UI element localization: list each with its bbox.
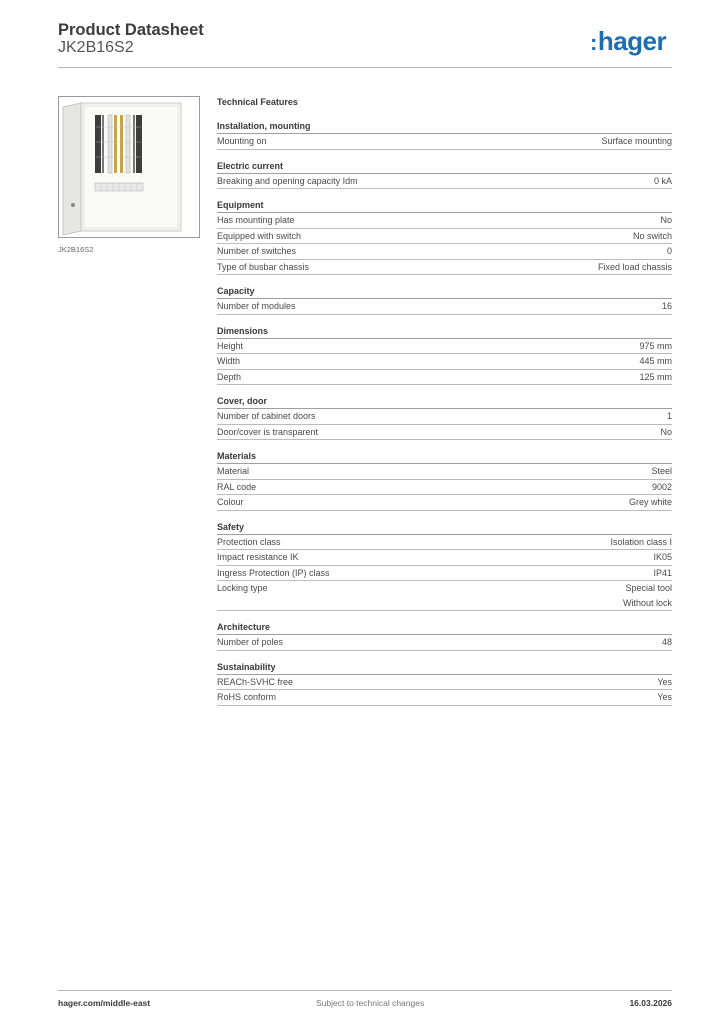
- spec-value: [639, 370, 672, 385]
- spec-value-text: Yes: [657, 692, 672, 702]
- spec-section: [217, 660, 672, 706]
- spec-label: Number of modules: [217, 301, 296, 311]
- spec-value-text: 1: [666, 411, 672, 421]
- spec-section-title: Dimensions: [217, 324, 672, 339]
- spec-label: Number of cabinet doors: [217, 411, 316, 421]
- spec-value: [660, 425, 672, 440]
- spec-section: [217, 198, 672, 275]
- spec-value: [598, 260, 672, 275]
- hager-logo: [590, 28, 666, 54]
- spec-value: [601, 134, 672, 149]
- footer-date: 16.03.2026: [629, 998, 672, 1008]
- spec-row: [217, 260, 672, 276]
- technical-features-heading: Technical Features: [217, 97, 298, 107]
- spec-row: [217, 213, 672, 229]
- spec-row: [217, 566, 672, 582]
- spec-value-text: No: [660, 215, 672, 225]
- spec-row: [217, 464, 672, 480]
- spec-value-text: 48: [661, 637, 672, 647]
- spec-value: [610, 535, 672, 550]
- spec-value: [657, 675, 672, 690]
- spec-row: [217, 370, 672, 386]
- footer-notice: Subject to technical changes: [316, 998, 425, 1008]
- spec-value: [662, 299, 672, 314]
- spec-section: [217, 324, 672, 386]
- spec-label: Impact resistance IK: [217, 552, 299, 562]
- spec-value-text: Grey white: [628, 497, 672, 507]
- spec-label: RoHS conform: [217, 692, 277, 702]
- spec-section-title: Electric current: [217, 159, 672, 174]
- distribution-board-illustration: [59, 97, 199, 237]
- spec-section-title: Capacity: [217, 284, 672, 299]
- spec-row: [217, 635, 672, 651]
- page-title: Product Datasheet: [58, 21, 204, 39]
- spec-label: Type of busbar chassis: [217, 261, 310, 272]
- spec-value: [653, 550, 672, 565]
- spec-value: [652, 480, 672, 495]
- spec-value-text: 0: [666, 246, 672, 256]
- spec-value-text: Steel: [651, 466, 672, 476]
- spec-value: [629, 495, 672, 510]
- spec-section: [217, 284, 672, 315]
- spec-value: [651, 464, 672, 479]
- spec-row: [217, 550, 672, 566]
- product-image: [58, 96, 200, 238]
- spec-section-title: Sustainability: [217, 660, 672, 675]
- spec-section: [217, 620, 672, 651]
- spec-section-title: Installation, mounting: [217, 119, 672, 134]
- product-code: JK2B16S2: [58, 39, 134, 56]
- spec-value-text: Fixed load chassis: [597, 261, 672, 272]
- spec-row: [217, 495, 672, 511]
- spec-label: Equipped with switch: [217, 230, 302, 241]
- spec-label: Width: [217, 356, 241, 366]
- spec-value: [633, 229, 672, 244]
- spec-label: Material: [217, 466, 250, 476]
- spec-row: [217, 354, 672, 370]
- spec-value-text: Yes: [657, 676, 672, 687]
- spec-label: Protection class: [217, 536, 281, 547]
- spec-section-title: Equipment: [217, 198, 672, 213]
- spec-label: Height: [217, 340, 244, 351]
- spec-label: REACh-SVHC free: [217, 676, 294, 687]
- spec-section-title: Cover, door: [217, 394, 672, 409]
- spec-label: Number of poles: [217, 637, 284, 647]
- spec-value-text: No: [660, 426, 672, 437]
- spec-row: [217, 535, 672, 551]
- spec-row: [217, 581, 672, 611]
- spec-section-title: Architecture: [217, 620, 672, 635]
- spec-row: [217, 134, 672, 150]
- technical-features: [217, 95, 672, 715]
- spec-row: [217, 690, 672, 706]
- spec-label: Breaking and opening capacity Idm: [217, 175, 358, 186]
- spec-value-text: IP41: [653, 567, 672, 578]
- spec-label: Has mounting plate: [217, 215, 295, 225]
- spec-value: [639, 354, 672, 369]
- spec-label: Colour: [217, 497, 244, 507]
- spec-row: [217, 425, 672, 441]
- spec-row: [217, 480, 672, 496]
- spec-value-text: 125 mm: [639, 371, 672, 382]
- spec-section: [217, 520, 672, 612]
- spec-value-text: 16: [661, 301, 672, 311]
- logo-dots-icon: :: [590, 30, 597, 55]
- spec-label: Door/cover is transparent: [217, 426, 319, 437]
- footer-website: hager.com/middle-east: [58, 998, 151, 1008]
- spec-value-text: Isolation class I: [610, 536, 672, 547]
- spec-row: [217, 229, 672, 245]
- spec-value-text: 445 mm: [639, 356, 672, 366]
- spec-row: [217, 339, 672, 355]
- spec-value-text: 0 kA: [653, 175, 672, 186]
- spec-value: [623, 581, 672, 610]
- spec-row: [217, 244, 672, 260]
- spec-value: [667, 244, 672, 259]
- spec-value: [662, 635, 672, 650]
- spec-section: [217, 119, 672, 150]
- spec-value-text: 975 mm: [639, 340, 672, 351]
- spec-value: [654, 174, 672, 189]
- spec-label: Depth: [217, 371, 242, 382]
- spec-row: [217, 675, 672, 691]
- logo-text: hager: [597, 26, 667, 56]
- spec-section: [217, 159, 672, 190]
- header-divider: [58, 67, 672, 68]
- spec-section-title: Safety: [217, 520, 672, 535]
- spec-value-text: Surface mounting: [601, 136, 672, 146]
- spec-label: Locking type: [217, 583, 268, 593]
- spec-label: Mounting on: [217, 136, 267, 146]
- spec-section-title: Materials: [217, 449, 672, 464]
- spec-value-text: Special tool: [625, 583, 672, 593]
- image-caption: JK2B16S2: [58, 245, 94, 254]
- spec-value-text: 9002: [651, 481, 672, 492]
- spec-value: [639, 339, 672, 354]
- spec-value: [653, 566, 672, 581]
- spec-value: [660, 213, 672, 228]
- spec-row: [217, 299, 672, 315]
- spec-value-text: IK05: [653, 552, 672, 562]
- spec-label: Number of switches: [217, 246, 297, 256]
- spec-section: [217, 394, 672, 440]
- spec-row: [217, 409, 672, 425]
- spec-section: [217, 449, 672, 511]
- spec-label: Ingress Protection (IP) class: [217, 567, 330, 578]
- spec-label: RAL code: [217, 481, 257, 492]
- spec-value: [667, 409, 672, 424]
- spec-value: [657, 690, 672, 705]
- spec-value-text: No switch: [632, 230, 672, 241]
- footer-divider: [58, 990, 672, 991]
- spec-row: [217, 174, 672, 190]
- spec-value-text-secondary: Without lock: [622, 597, 672, 608]
